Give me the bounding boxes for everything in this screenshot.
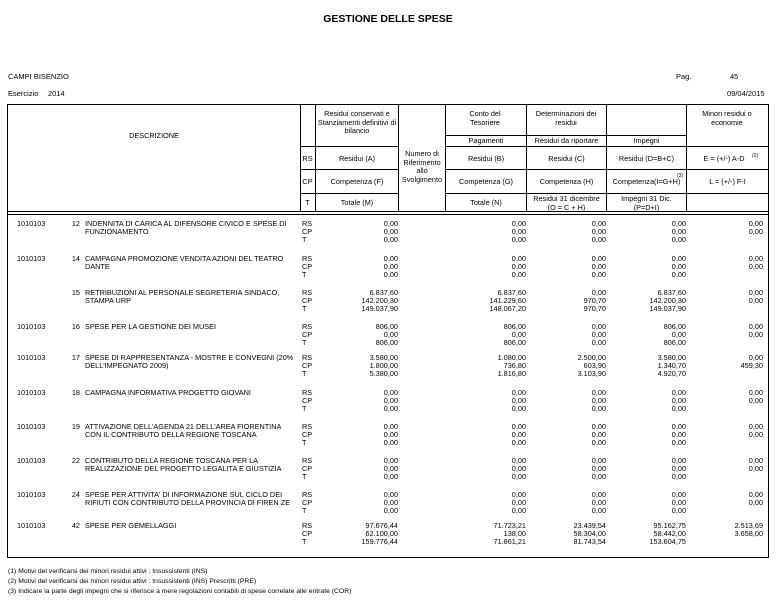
cell-d: 0,00 — [671, 262, 686, 271]
row-number: 14 — [71, 254, 80, 263]
row-code: 1010103 — [17, 219, 46, 228]
cell-d: 95.162,75 — [653, 521, 686, 530]
cell-d: 0,00 — [671, 388, 686, 397]
cell-a: 5.380,00 — [369, 369, 398, 378]
header-totale-m: Totale (M) — [340, 198, 374, 207]
cell-d: 0,00 — [671, 254, 686, 263]
cell-c: 970,70 — [583, 304, 606, 313]
row-code: 1010103 — [17, 521, 46, 530]
header-competenza-g: Competenza (G) — [459, 177, 513, 186]
cell-c: 0,00 — [591, 270, 606, 279]
row-number: 12 — [71, 219, 80, 228]
cell-a: 0,00 — [383, 270, 398, 279]
cell-d: 0,00 — [671, 270, 686, 279]
cell-a: 0,00 — [383, 464, 398, 473]
cell-b: 806,00 — [503, 338, 526, 347]
header-i-note: (3) — [677, 173, 684, 179]
cell-b: 71.723,21 — [493, 521, 526, 530]
cell-c: 58.304,00 — [573, 529, 606, 538]
cell-b: 6.837,60 — [497, 288, 526, 297]
cell-d: 0,00 — [671, 456, 686, 465]
cell-e: 0,00 — [748, 227, 763, 236]
cell-c: 81.743,54 — [573, 537, 606, 546]
cell-c: 0,00 — [591, 322, 606, 331]
header-minori-residui: Minori residui o economie — [702, 109, 752, 127]
row-type-label: T — [302, 438, 307, 447]
row-type-label: RS — [302, 388, 313, 397]
row-description: RETRIBUZIONI AL PERSONALE SEGRETERIA SINDACO, STAMPA URP — [85, 288, 280, 305]
cell-d: 1.340,70 — [657, 361, 686, 370]
header-residui-d: Residui (D=B+C) — [618, 154, 675, 163]
row-description: ATTIVAZIONE DELL'AGENDA 21 DELL'AREA FIORENTINA CON IL CONTRIBUTO DELLA REGIONE TOSCANA — [85, 422, 281, 439]
cell-d: 0,00 — [671, 227, 686, 236]
cell-c: 0,00 — [591, 262, 606, 271]
cell-a: 159.776,44 — [361, 537, 398, 546]
row-type-label: RS — [302, 254, 313, 263]
cell-e: 0,00 — [748, 330, 763, 339]
cell-d: 0,00 — [671, 430, 686, 439]
header-determinazioni: Determinazioni dei residui — [535, 109, 597, 127]
row-type-label: T — [302, 270, 307, 279]
row-description: CAMPAGNA INFORMATIVA PROGETTO GIOVANI — [85, 388, 251, 397]
cell-b: 806,00 — [503, 322, 526, 331]
row-type-label: T — [302, 404, 307, 413]
cell-a: 0,00 — [383, 490, 398, 499]
cell-b: 1.816,80 — [497, 369, 526, 378]
cell-b: 0,00 — [511, 396, 526, 405]
row-description: SPESE PER ATTIVITA' DI INFORMAZIONE SUL CICLO DEI RIFIUTI CON CONTRIBUTO DELLA PROVINCIA DI FIREN ZE — [85, 490, 291, 507]
cell-d: 4.920,70 — [657, 369, 686, 378]
cell-d: 806,00 — [663, 322, 686, 331]
header-residui-conservati: Residui conservati e Stanziamenti definitivi di bilancio — [317, 109, 397, 135]
page-number: 45 — [730, 72, 739, 81]
row-code: 1010103 — [17, 456, 46, 465]
row-type-label: CP — [302, 498, 313, 507]
row-type-label: T — [302, 506, 307, 515]
cell-a: 0,00 — [383, 438, 398, 447]
cell-b: 0,00 — [511, 404, 526, 413]
cell-d: 149.037,90 — [649, 304, 686, 313]
row-type-label: CP — [302, 430, 313, 439]
cell-c: 0,00 — [591, 430, 606, 439]
row-description: CONTRIBUTO DELLA REGIONE TOSCANA PER LA REALIZZAZIONE DEL PROGETTO LEGALITA E GIUSTIZIA — [85, 456, 282, 473]
row-code: 1010103 — [17, 254, 46, 263]
row-type-label: RS — [302, 422, 313, 431]
cell-b: 736,80 — [503, 361, 526, 370]
row-code: 1010103 — [17, 490, 46, 499]
row-description: SPESE PER LA GESTIONE DEI MUSEI — [85, 322, 216, 331]
cell-d: 0,00 — [671, 219, 686, 228]
cell-c: 603,90 — [583, 361, 606, 370]
cell-e: 2.513,69 — [734, 521, 763, 530]
row-type-label: CP — [302, 262, 313, 271]
cell-b: 1.080,00 — [497, 353, 526, 362]
row-type-label: RS — [302, 353, 313, 362]
row-number: 42 — [71, 521, 80, 530]
cell-b: 0,00 — [511, 430, 526, 439]
row-type-label: T — [302, 338, 307, 347]
cell-a: 0,00 — [383, 404, 398, 413]
cell-d: 142.200,30 — [649, 296, 686, 305]
cell-c: 0,00 — [591, 506, 606, 515]
row-number: 18 — [71, 388, 80, 397]
cell-c: 0,00 — [591, 388, 606, 397]
header-rs: RS — [302, 154, 313, 163]
row-number: 17 — [71, 353, 80, 362]
cell-a: 0,00 — [383, 330, 398, 339]
cell-a: 806,00 — [375, 338, 398, 347]
header-e-formula: E = (+/-) A-D — [703, 154, 745, 163]
cell-c: 0,00 — [591, 219, 606, 228]
cell-a: 6.837,60 — [369, 288, 398, 297]
header-conto-tesoriere: Conto del Tesoriere — [469, 109, 501, 127]
cell-e: 0,00 — [748, 464, 763, 473]
cell-c: 0,00 — [591, 498, 606, 507]
header-competenza-h: Competenza (H) — [539, 177, 594, 186]
cell-b: 71.861,21 — [493, 537, 526, 546]
cell-e: 0,00 — [748, 396, 763, 405]
cell-d: 0,00 — [671, 396, 686, 405]
row-code: 1010103 — [17, 388, 46, 397]
page-title: GESTIONE DELLE SPESE — [323, 13, 453, 25]
header-pagamenti: Pagamenti — [468, 136, 504, 145]
cell-b: 0,00 — [511, 270, 526, 279]
cell-a: 0,00 — [383, 262, 398, 271]
cell-c: 23.439,54 — [573, 521, 606, 530]
row-type-label: CP — [302, 296, 313, 305]
cell-c: 2.500,00 — [577, 353, 606, 362]
cell-c: 0,00 — [591, 464, 606, 473]
row-type-label: T — [302, 472, 307, 481]
row-number: 15 — [71, 288, 80, 297]
cell-c: 0,00 — [591, 330, 606, 339]
cell-e: 0,00 — [748, 254, 763, 263]
row-description: INDENNITA DI CARICA AL DIFENSORE CIVICO E SPESE DI FUNZIONAMENTO — [85, 219, 287, 236]
cell-c: 0,00 — [591, 396, 606, 405]
header-totale-n: Totale (N) — [470, 198, 502, 207]
cell-a: 0,00 — [383, 227, 398, 236]
cell-e: 459,30 — [740, 361, 763, 370]
header-residui-a: Residui (A) — [338, 154, 376, 163]
header-cp: CP — [302, 177, 313, 186]
cell-e: 0,00 — [748, 498, 763, 507]
cell-d: 6.837,60 — [657, 288, 686, 297]
cell-e: 0,00 — [748, 296, 763, 305]
cell-b: 138,00 — [503, 529, 526, 538]
row-type-label: RS — [302, 219, 313, 228]
cell-b: 0,00 — [511, 422, 526, 431]
cell-a: 62.100,00 — [365, 529, 398, 538]
cell-e: 0,00 — [748, 422, 763, 431]
header-competenza-i: Competenza(I=G+H) — [612, 177, 681, 186]
cell-c: 0,00 — [591, 254, 606, 263]
cell-a: 1.800,00 — [369, 361, 398, 370]
cell-b: 0,00 — [511, 254, 526, 263]
row-type-label: RS — [302, 521, 313, 530]
header-impegni-31: Impegni 31 Dic. (P=D+I) — [621, 194, 672, 212]
cell-b: 0,00 — [511, 506, 526, 515]
cell-a: 149.037,90 — [361, 304, 398, 313]
cell-e: 0,00 — [748, 490, 763, 499]
cell-b: 0,00 — [511, 464, 526, 473]
cell-a: 142.200,30 — [361, 296, 398, 305]
row-type-label: T — [302, 537, 307, 546]
cell-d: 0,00 — [671, 438, 686, 447]
header-descrizione: DESCRIZIONE — [129, 131, 179, 140]
cell-c: 970,70 — [583, 296, 606, 305]
cell-e: 0,00 — [748, 262, 763, 271]
row-number: 22 — [71, 456, 80, 465]
cell-a: 0,00 — [383, 430, 398, 439]
cell-b: 0,00 — [511, 219, 526, 228]
row-type-label: CP — [302, 396, 313, 405]
cell-d: 0,00 — [671, 464, 686, 473]
cell-c: 0,00 — [591, 404, 606, 413]
cell-e: 0,00 — [748, 456, 763, 465]
cell-c: 0,00 — [591, 456, 606, 465]
row-code: 1010103 — [17, 422, 46, 431]
row-description: SPESE PER GEMELLAGGI — [85, 521, 177, 530]
cell-d: 806,00 — [663, 338, 686, 347]
cell-a: 0,00 — [383, 506, 398, 515]
cell-e: 0,00 — [748, 322, 763, 331]
row-type-label: RS — [302, 288, 313, 297]
cell-c: 0,00 — [591, 338, 606, 347]
cell-a: 97.676,44 — [365, 521, 398, 530]
cell-e: 3.658,00 — [734, 529, 763, 538]
row-code: 1010103 — [17, 353, 46, 362]
cell-c: 0,00 — [591, 422, 606, 431]
row-type-label: CP — [302, 464, 313, 473]
cell-b: 0,00 — [511, 235, 526, 244]
cell-d: 153.604,75 — [649, 537, 686, 546]
cell-e: 0,00 — [748, 219, 763, 228]
cell-c: 0,00 — [591, 438, 606, 447]
header-residui-c: Residui (C) — [548, 154, 585, 163]
row-type-label: CP — [302, 529, 313, 538]
cell-a: 0,00 — [383, 498, 398, 507]
header-numero-riferimento: Numero di Riferimento allo Svolgimento — [401, 149, 443, 184]
cell-d: 0,00 — [671, 404, 686, 413]
cell-d: 0,00 — [671, 330, 686, 339]
cell-b: 0,00 — [511, 438, 526, 447]
cell-a: 806,00 — [375, 322, 398, 331]
footnote-1: (1) Motivi del verificarsi dei minori residui attivi : Insussistenti (INS) — [8, 568, 208, 575]
cell-c: 0,00 — [591, 490, 606, 499]
cell-d: 3.580,00 — [657, 353, 686, 362]
header-residui-b: Residui (B) — [467, 154, 505, 163]
cell-a: 0,00 — [383, 396, 398, 405]
header-t: T — [305, 198, 310, 207]
cell-b: 0,00 — [511, 472, 526, 481]
cell-c: 0,00 — [591, 472, 606, 481]
cell-b: 0,00 — [511, 456, 526, 465]
row-type-label: T — [302, 235, 307, 244]
row-type-label: T — [302, 369, 307, 378]
page-label: Pag. — [676, 72, 692, 81]
row-type-label: CP — [302, 361, 313, 370]
report-date: 09/04/2015 — [727, 89, 765, 98]
cell-d: 0,00 — [671, 422, 686, 431]
row-type-label: RS — [302, 490, 313, 499]
row-type-label: RS — [302, 322, 313, 331]
cell-e: 0,00 — [748, 288, 763, 297]
row-type-label: CP — [302, 330, 313, 339]
cell-a: 0,00 — [383, 456, 398, 465]
header-impegni: Impegni — [633, 136, 660, 145]
cell-a: 0,00 — [383, 472, 398, 481]
cell-a: 0,00 — [383, 219, 398, 228]
cell-b: 0,00 — [511, 262, 526, 271]
header-competenza-f: Competenza (F) — [330, 177, 384, 186]
cell-c: 0,00 — [591, 288, 606, 297]
esercizio-label: Esercizio — [8, 89, 39, 98]
cell-e: 0,00 — [748, 430, 763, 439]
cell-d: 0,00 — [671, 506, 686, 515]
header-e-note: (2) — [752, 153, 759, 159]
row-type-label: CP — [302, 227, 313, 236]
row-number: 19 — [71, 422, 80, 431]
row-type-label: T — [302, 304, 307, 313]
header-residui-da-riportare: Residui da riportare — [534, 136, 599, 145]
cell-a: 0,00 — [383, 422, 398, 431]
cell-d: 0,00 — [671, 472, 686, 481]
cell-c: 3.103,90 — [577, 369, 606, 378]
cell-b: 148.067,20 — [489, 304, 526, 313]
cell-a: 0,00 — [383, 388, 398, 397]
row-type-label: RS — [302, 456, 313, 465]
cell-b: 0,00 — [511, 498, 526, 507]
header-l-formula: L = (+/-) F-I — [709, 177, 746, 186]
cell-a: 0,00 — [383, 254, 398, 263]
cell-c: 0,00 — [591, 227, 606, 236]
cell-b: 0,00 — [511, 490, 526, 499]
cell-e: 0,00 — [748, 388, 763, 397]
row-description: CAMPAGNA PROMOZIONE VENDITA AZIONI DEL TEATRO DANTE — [85, 254, 284, 271]
cell-c: 0,00 — [591, 235, 606, 244]
cell-b: 0,00 — [511, 227, 526, 236]
esercizio-value: 2014 — [48, 89, 65, 98]
cell-d: 0,00 — [671, 498, 686, 507]
ente-name: CAMPI BISENZIO — [8, 72, 69, 81]
row-number: 16 — [71, 322, 80, 331]
footnote-3: (3) Indicare la parte degli impegni che si riferisce a mere regolazioni contabili di spese correlate alle entrate (COR) — [8, 588, 352, 595]
row-description: SPESE DI RAPPRESENTANZA - MOSTRE E CONVEGNI (20% DELL'IMPEGNATO 2009) — [85, 353, 294, 370]
header-residui-31: Residui 31 dicembre (O = C + H) — [533, 194, 600, 212]
footnote-2: (2) Motivi del verificarsi dei minori residui attivi : Insussistenti (INS) Prescritti (PRE) — [8, 578, 257, 585]
cell-b: 0,00 — [511, 388, 526, 397]
cell-a: 3.580,00 — [369, 353, 398, 362]
cell-b: 0,00 — [511, 330, 526, 339]
cell-d: 58.442,00 — [653, 529, 686, 538]
row-code: 1010103 — [17, 322, 46, 331]
cell-a: 0,00 — [383, 235, 398, 244]
cell-b: 141.229,60 — [489, 296, 526, 305]
cell-d: 0,00 — [671, 490, 686, 499]
cell-e: 0,00 — [748, 353, 763, 362]
cell-d: 0,00 — [671, 235, 686, 244]
row-number: 24 — [71, 490, 80, 499]
